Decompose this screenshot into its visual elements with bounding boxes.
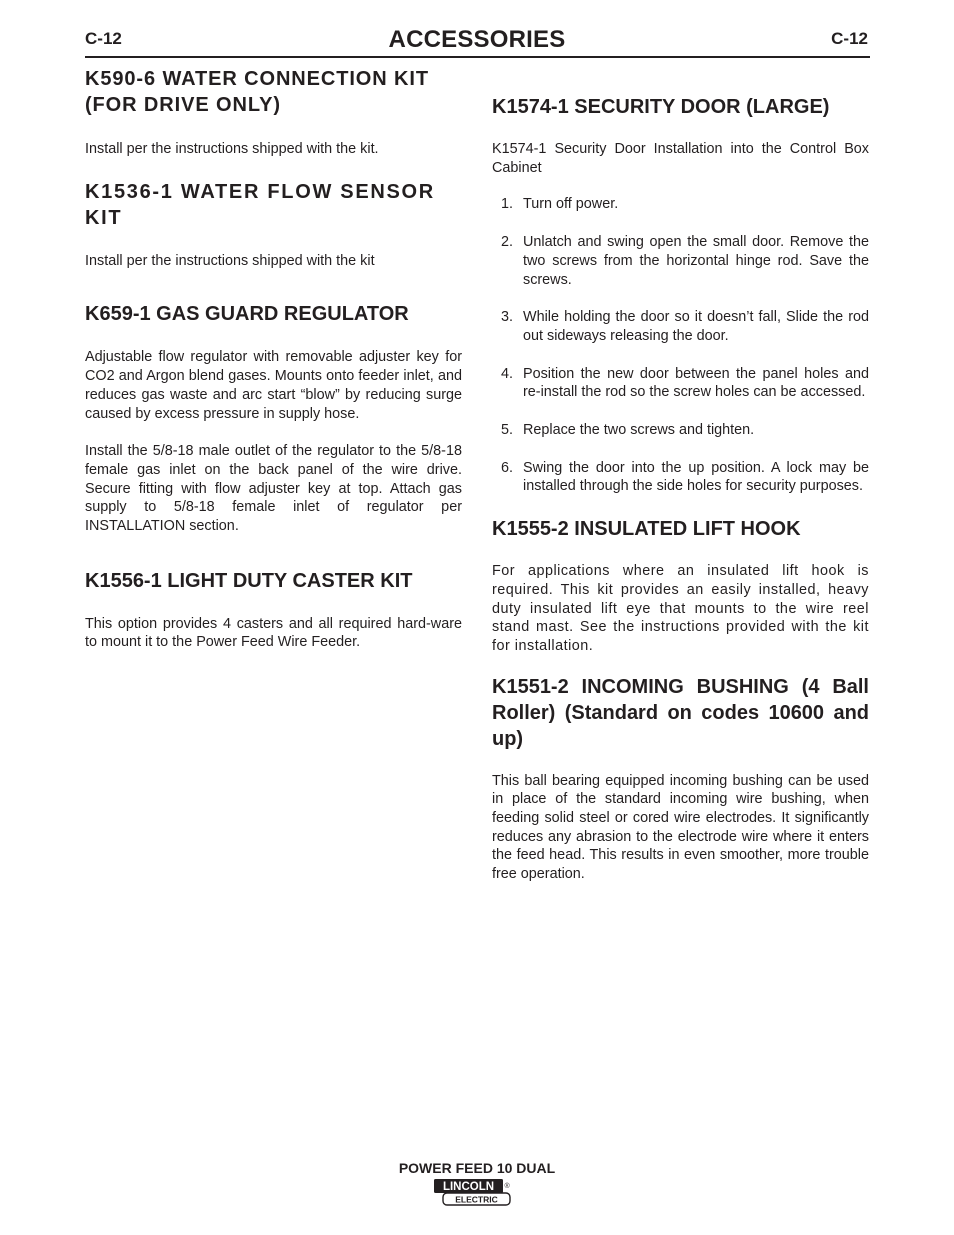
installation-steps (492, 195, 869, 496)
page-code-left: C-12 (85, 29, 122, 48)
step-number: 1. (501, 196, 514, 213)
step-number: 6. (501, 459, 514, 476)
step-text: Position the new door between the panel holes and re-install the rod so the screw holes can be accessed. (523, 365, 869, 401)
list-item (492, 421, 869, 440)
list-item (492, 365, 869, 402)
section-paragraph: This option provides 4 casters and all required hard-ware to mount it to the Power Feed Wire Feeder. (85, 615, 462, 651)
step-number: 5. (501, 422, 514, 439)
step-text: While holding the door so it doesn’t fall, Slide the rod out sideways releasing the door. (523, 309, 869, 344)
step-number: 4. (501, 365, 514, 382)
section-paragraph: Install the 5/8-18 male outlet of the regulator to the 5/8-18 female gas inlet on the back panel of the wire drive. Secure fitting with flow adjuster key at top. Attach gas supply to 5/8-18 female inlet of regulator per INSTALLATION section. (85, 443, 462, 535)
step-text: Turn off power. (523, 196, 619, 213)
list-item (492, 195, 869, 214)
header-rule (85, 56, 870, 58)
registered-mark-icon: ® (504, 1183, 510, 1190)
logo-text-bottom: ELECTRIC (455, 1194, 498, 1205)
list-item (492, 308, 869, 345)
section-heading: K1536-1 WATER FLOW SENSOR KIT (85, 180, 435, 229)
section-heading: K590-6 WATER CONNECTION KIT (FOR DRIVE ONLY) (85, 68, 429, 116)
page-title: ACCESSORIES (388, 26, 566, 53)
section-heading: K1555-2 INSULATED LIFT HOOK (492, 518, 801, 541)
step-text: Swing the door into the up position. A lock may be installed through the side holes for security purposes. (523, 459, 869, 495)
section-security-door (492, 94, 869, 496)
section-heading: K1551-2 INCOMING BUSHING (4 Ball Roller) (Standard on codes 10600 and up) (492, 675, 869, 750)
section-gas-guard-regulator (85, 301, 462, 535)
section-water-connection-kit (85, 66, 462, 159)
left-column (85, 66, 462, 652)
section-light-duty-caster-kit (85, 568, 462, 652)
section-intro: K1574-1 Security Door Installation into the Control Box Cabinet (492, 141, 869, 176)
section-heading: K659-1 GAS GUARD REGULATOR (85, 303, 409, 326)
list-item (492, 233, 869, 289)
section-paragraph: This ball bearing equipped incoming bushing can be used in place of the standard incoming wire bushing, when feeding solid steel or cored wire electrodes. It significantly reduces any abrasion to the electrode wire where it enters the feed head. This results in even smoother, more trouble free operation. (492, 772, 869, 883)
step-text: Replace the two screws and tighten. (523, 422, 755, 439)
section-paragraph: Install per the instructions shipped with the kit. (85, 141, 379, 157)
logo-text-top: LINCOLN (442, 1181, 495, 1193)
section-water-flow-sensor-kit (85, 179, 462, 271)
step-number: 2. (501, 234, 514, 251)
section-paragraph: For applications where an insulated lift hook is required. This kit provides an easily installed, heavy duty insulated lift eye that mounts to the wire reel stand mast. See the instructions provided with the kit for installation. (492, 563, 869, 654)
right-column (492, 66, 869, 884)
section-heading: K1556-1 LIGHT DUTY CASTER KIT (85, 569, 413, 592)
section-incoming-bushing (492, 674, 869, 884)
list-item (492, 459, 869, 496)
section-heading: K1574-1 SECURITY DOOR (LARGE) (492, 96, 830, 118)
section-paragraph: Adjustable flow regulator with removable adjuster key for CO2 and Argon blend gases. Mounts onto feeder inlet, and reduces gas waste and arc start “blow” by reducing surge caused by excess pressure in supply hose. (85, 349, 462, 422)
lincoln-electric-logo (433, 1178, 513, 1208)
footer-product-name: POWER FEED 10 DUAL (398, 1160, 556, 1176)
page-code-right: C-12 (831, 29, 868, 48)
step-text: Unlatch and swing open the small door. Remove the two screws from the horizontal hinge rod. Save the screws. (523, 234, 869, 288)
section-paragraph: Install per the instructions shipped with the kit (85, 252, 375, 269)
step-number: 3. (501, 309, 514, 326)
section-insulated-lift-hook (492, 516, 869, 656)
